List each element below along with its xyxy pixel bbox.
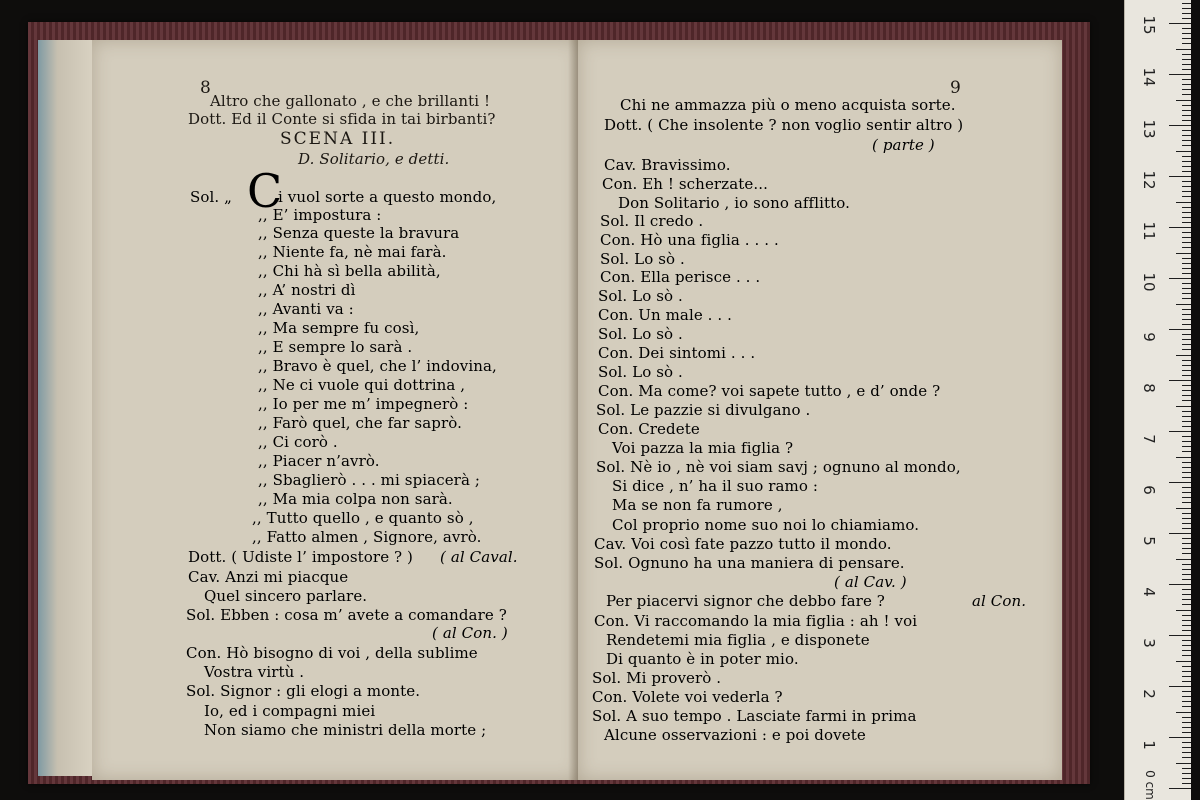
ruler-tick <box>1182 309 1191 310</box>
ruler-tick <box>1182 604 1191 605</box>
text-line: Sol. Il credo . <box>600 212 704 230</box>
text-line: Con. Hò una figlia . . . . <box>600 231 779 249</box>
ruler-tick <box>1169 533 1191 534</box>
ruler-tick <box>1182 441 1191 442</box>
ruler-tick <box>1182 130 1191 131</box>
ruler-tick <box>1182 120 1191 121</box>
ruler-tick <box>1182 732 1191 733</box>
ruler-tick <box>1182 110 1191 111</box>
ruler-number: 13 <box>1140 119 1158 139</box>
text-line: Voi pazza la mia figlia ? <box>612 439 794 457</box>
ruler-tick <box>1182 553 1191 554</box>
text-line: Con. Ella perisce . . . <box>600 268 761 286</box>
ruler-number: 4 <box>1140 587 1158 597</box>
ruler-tick <box>1182 400 1191 401</box>
scene-characters: D. Solitario, e detti. <box>298 150 450 168</box>
ruler-tick <box>1176 406 1191 407</box>
text-line: ,, Ma sempre fu così, <box>258 319 420 337</box>
ruler-tick <box>1176 49 1191 50</box>
ruler-tick <box>1182 701 1191 702</box>
ruler-tick <box>1182 349 1191 350</box>
ruler-tick <box>1182 727 1191 728</box>
text-line: ,, Farò quel, che far saprò. <box>258 414 462 432</box>
ruler-tick <box>1182 79 1191 80</box>
text-line: ,, E’ impostura : <box>258 206 382 224</box>
text-line: Sol. Lo sò . <box>598 363 683 381</box>
ruler-tick <box>1182 28 1191 29</box>
text-line: ,, Ma mia colpa non sarà. <box>258 490 453 508</box>
ruler-tick <box>1182 186 1191 187</box>
ruler-tick <box>1182 298 1191 299</box>
ruler-number: 7 <box>1140 434 1158 444</box>
text-line: Si dice , n’ ha il suo ramo : <box>612 477 819 495</box>
ruler-tick <box>1182 319 1191 320</box>
ruler-tick <box>1182 196 1191 197</box>
ruler-tick <box>1182 462 1191 463</box>
text-line: Con. Hò bisogno di voi , della sublime <box>186 644 478 662</box>
ruler-tick <box>1176 304 1191 305</box>
text-line: Don Solitario , io sono afflitto. <box>618 194 850 212</box>
ruler-tick <box>1182 217 1191 218</box>
ruler-tick <box>1182 426 1191 427</box>
ruler-tick <box>1169 23 1191 24</box>
ruler-tick <box>1176 712 1191 713</box>
text-line: Chi ne ammazza più o meno acquista sorte. <box>620 96 956 114</box>
text-line: ,, Avanti va : <box>258 300 354 318</box>
ruler-tick <box>1182 671 1191 672</box>
text-line: Sol. Lo sò . <box>598 287 683 305</box>
ruler-tick <box>1182 569 1191 570</box>
text-line: Sol. Signor : gli elogi a monte. <box>186 682 421 700</box>
text-line: Dott. Ed il Conte si sfida in tai birbanti? <box>188 110 496 128</box>
ruler-tick <box>1182 360 1191 361</box>
ruler-number: 1 <box>1140 740 1158 750</box>
ruler-number: 12 <box>1140 170 1158 190</box>
ruler-tick <box>1182 691 1191 692</box>
ruler-tick <box>1182 666 1191 667</box>
text-line: ,, Sbaglierò . . . mi spiacerà ; <box>258 471 481 489</box>
ruler-tick <box>1182 38 1191 39</box>
ruler-tick <box>1182 630 1191 631</box>
text-line: Sol. Ebben : cosa m’ avete a comandare ? <box>186 606 507 624</box>
ruler-tick <box>1182 477 1191 478</box>
ruler-tick <box>1176 559 1191 560</box>
text-line: Alcune osservazioni : e poi dovete <box>604 726 866 744</box>
ruler-tick <box>1182 89 1191 90</box>
speaker-label: Sol. „ <box>190 188 233 206</box>
ruler-tick <box>1182 191 1191 192</box>
text-line: ,, E sempre lo sarà . <box>258 338 413 356</box>
ruler-tick <box>1182 395 1191 396</box>
ruler-tick <box>1182 645 1191 646</box>
ruler-tick <box>1182 33 1191 34</box>
ruler-tick <box>1169 686 1191 687</box>
ruler-tick <box>1182 247 1191 248</box>
measurement-ruler <box>1124 0 1191 800</box>
ruler-tick <box>1182 467 1191 468</box>
text-line: Con. Credete <box>598 420 700 438</box>
ruler-tick <box>1176 661 1191 662</box>
ruler-tick <box>1169 635 1191 636</box>
ruler-tick <box>1182 242 1191 243</box>
ruler-tick <box>1182 54 1191 55</box>
text-line: ,, Senza queste la bravura <box>258 224 460 242</box>
text-line: Col proprio nome suo noi lo chiamiamo. <box>612 516 920 534</box>
text-line: i vuol sorte a questo mondo, <box>278 188 497 206</box>
ruler-tick <box>1169 74 1191 75</box>
scene-title: SCENA III. <box>280 129 396 149</box>
text-line: Cav. Anzi mi piacque <box>188 568 349 586</box>
text-line: Con. Volete voi vederla ? <box>592 688 783 706</box>
stage-direction: ( parte ) <box>872 136 935 154</box>
text-line: ,, Niente fa, nè mai farà. <box>258 243 447 261</box>
ruler-tick <box>1182 59 1191 60</box>
ruler-tick <box>1182 283 1191 284</box>
text-line: ,, Bravo è quel, che l’ indovina, <box>258 357 497 375</box>
ruler-tick <box>1182 722 1191 723</box>
ruler-tick <box>1182 650 1191 651</box>
ruler-number: 15 <box>1140 15 1158 35</box>
ruler-tick <box>1182 681 1191 682</box>
text-line: ,, Ne ci vuole qui dottrina , <box>258 376 466 394</box>
ruler-tick <box>1176 151 1191 152</box>
text-line: Con. Vi raccomando la mia figlia : ah ! voi <box>594 612 918 630</box>
ruler-tick <box>1176 763 1191 764</box>
ruler-tick <box>1182 13 1191 14</box>
ruler-tick <box>1182 140 1191 141</box>
ruler-number: 2 <box>1140 689 1158 699</box>
ruler-tick <box>1182 594 1191 595</box>
ruler-tick <box>1182 258 1191 259</box>
text-line: Sol. Le pazzie si divulgano . <box>596 401 811 419</box>
ruler-tick <box>1182 145 1191 146</box>
ruler-tick <box>1176 457 1191 458</box>
ruler-tick <box>1182 263 1191 264</box>
ruler-tick <box>1182 742 1191 743</box>
ruler-tick <box>1169 176 1191 177</box>
ruler-number: 3 <box>1140 638 1158 648</box>
ruler-tick <box>1176 202 1191 203</box>
text-line: ,, Tutto quello , e quanto sò , <box>252 509 474 527</box>
ruler-tick <box>1182 207 1191 208</box>
text-line: Sol. Ognuno ha una maniera di pensare. <box>594 554 905 572</box>
ruler-tick <box>1182 655 1191 656</box>
ruler-tick <box>1169 788 1191 789</box>
ruler-tick <box>1182 564 1191 565</box>
ruler-tick <box>1182 472 1191 473</box>
ruler-tick <box>1182 339 1191 340</box>
ruler-tick <box>1182 69 1191 70</box>
ruler-tick <box>1176 508 1191 509</box>
text-line: ,, Chi hà sì bella abilità, <box>258 262 441 280</box>
ruler-tick <box>1182 365 1191 366</box>
ruler-number: 14 <box>1140 67 1158 87</box>
ruler-tick <box>1182 574 1191 575</box>
ruler-tick <box>1182 344 1191 345</box>
ruler-tick <box>1182 166 1191 167</box>
text-line: Quel sincero parlare. <box>204 587 368 605</box>
ruler-tick <box>1176 610 1191 611</box>
ruler-tick <box>1182 502 1191 503</box>
text-line: ,, Fatto almen , Signore, avrò. <box>252 528 482 546</box>
ruler-tick <box>1169 380 1191 381</box>
ruler-tick <box>1182 156 1191 157</box>
ruler-tick <box>1182 411 1191 412</box>
ruler-tick <box>1169 737 1191 738</box>
ruler-tick <box>1182 589 1191 590</box>
ruler-tick <box>1176 253 1191 254</box>
ruler-tick <box>1182 548 1191 549</box>
text-line: Sol. A suo tempo . Lasciate farmi in prima <box>592 707 917 725</box>
ruler-tick <box>1182 717 1191 718</box>
ruler-tick <box>1182 324 1191 325</box>
ruler-tick <box>1182 161 1191 162</box>
ruler-tick <box>1182 543 1191 544</box>
ruler-tick <box>1182 518 1191 519</box>
ruler-tick <box>1182 268 1191 269</box>
text-line: Sol. Lo sò . <box>598 325 683 343</box>
ruler-tick <box>1182 523 1191 524</box>
stage-direction: ( al Con. ) <box>432 624 508 642</box>
ruler-tick <box>1182 446 1191 447</box>
page-number: 8 <box>200 78 211 98</box>
ruler-tick <box>1169 278 1191 279</box>
ruler-tick <box>1182 599 1191 600</box>
ruler-tick <box>1182 375 1191 376</box>
ruler-tick <box>1182 171 1191 172</box>
page-number: 9 <box>950 78 961 98</box>
ruler-tick <box>1182 212 1191 213</box>
ruler-number: 5 <box>1140 536 1158 546</box>
page-edges <box>38 40 94 776</box>
ruler-tick <box>1182 385 1191 386</box>
text-line: ,, A’ nostri dì <box>258 281 356 299</box>
ruler-number: 8 <box>1140 383 1158 393</box>
ruler-tick <box>1182 370 1191 371</box>
ruler-number: 6 <box>1140 485 1158 495</box>
ruler-tick <box>1182 640 1191 641</box>
text-line: Rendetemi mia figlia , e disponete <box>606 631 870 649</box>
ruler-tick <box>1182 94 1191 95</box>
ruler-tick <box>1182 615 1191 616</box>
ruler-tick <box>1182 620 1191 621</box>
text-line: Non siamo che ministri della morte ; <box>204 721 487 739</box>
ruler-tick <box>1182 222 1191 223</box>
text-line: Altro che gallonato , e che brillanti ! <box>210 92 491 110</box>
text-line: Di quanto è in poter mio. <box>606 650 799 668</box>
text-line: Io, ed i compagni miei <box>204 702 376 720</box>
text-line: Per piacervi signor che debbo fare ? <box>606 592 885 610</box>
ruler-number: 11 <box>1140 221 1158 241</box>
text-line: Ma se non fa rumore , <box>612 496 783 514</box>
ruler-tick <box>1182 115 1191 116</box>
ruler-tick <box>1182 492 1191 493</box>
ruler-tick <box>1182 314 1191 315</box>
ruler-tick <box>1182 390 1191 391</box>
stage-direction: ( al Caval. <box>440 548 518 566</box>
ruler-tick <box>1182 768 1191 769</box>
ruler-tick <box>1182 293 1191 294</box>
text-line: Con. Un male . . . <box>598 306 733 324</box>
text-line: ,, Io per me m’ impegnerò : <box>258 395 469 413</box>
text-line: Cav. Bravissimo. <box>604 156 731 174</box>
text-line: Sol. Mi proverò . <box>592 669 722 687</box>
ruler-tick <box>1169 431 1191 432</box>
ruler-tick <box>1169 227 1191 228</box>
ruler-tick <box>1182 43 1191 44</box>
ruler-tick <box>1182 3 1191 4</box>
ruler-tick <box>1182 497 1191 498</box>
ruler-tick <box>1182 778 1191 779</box>
ruler-tick <box>1182 783 1191 784</box>
text-line: Dott. ( Che insolente ? non voglio sentir altro ) <box>604 116 964 134</box>
ruler-tick <box>1182 579 1191 580</box>
drop-cap: C <box>247 164 283 218</box>
ruler-tick <box>1182 757 1191 758</box>
text-line: Con. Ma come? voi sapete tutto , e d’ onde ? <box>598 382 941 400</box>
ruler-tick <box>1182 135 1191 136</box>
ruler-tick <box>1182 64 1191 65</box>
ruler-tick <box>1169 125 1191 126</box>
ruler-tick <box>1182 451 1191 452</box>
text-line: Sol. Lo sò . <box>600 250 685 268</box>
text-line: Dott. ( Udiste l’ impostore ? ) <box>188 548 414 566</box>
ruler-tick <box>1182 273 1191 274</box>
ruler-tick <box>1182 436 1191 437</box>
ruler-tick <box>1182 334 1191 335</box>
text-line: Con. Dei sintomi . . . <box>598 344 756 362</box>
ruler-tick <box>1182 181 1191 182</box>
ruler-tick <box>1182 416 1191 417</box>
ruler-number: 9 <box>1140 332 1158 342</box>
ruler-tick <box>1182 8 1191 9</box>
text-line: Con. Eh ! scherzate... <box>602 175 768 193</box>
ruler-tick <box>1182 232 1191 233</box>
ruler-unit: 0 cm <box>1142 770 1157 800</box>
text-line: Sol. Nè io , nè voi siam savj ; ognuno al mondo, <box>596 458 961 476</box>
ruler-tick <box>1182 625 1191 626</box>
text-line: ,, Ci corò . <box>258 433 338 451</box>
ruler-tick <box>1182 487 1191 488</box>
ruler-tick <box>1182 538 1191 539</box>
text-line: ,, Piacer n’avrò. <box>258 452 380 470</box>
ruler-tick <box>1182 752 1191 753</box>
text-line: Vostra virtù . <box>204 663 305 681</box>
ruler-tick <box>1182 676 1191 677</box>
ruler-tick <box>1182 696 1191 697</box>
ruler-tick <box>1182 288 1191 289</box>
stage-direction: al Con. <box>972 592 1027 610</box>
ruler-tick <box>1182 513 1191 514</box>
ruler-number: 10 <box>1140 272 1158 292</box>
ruler-tick <box>1182 18 1191 19</box>
ruler-tick <box>1169 584 1191 585</box>
ruler-tick <box>1182 84 1191 85</box>
ruler-tick <box>1182 528 1191 529</box>
ruler-tick <box>1169 482 1191 483</box>
ruler-tick <box>1182 747 1191 748</box>
ruler-tick <box>1182 773 1191 774</box>
ruler-tick <box>1182 706 1191 707</box>
text-line: Cav. Voi così fate pazzo tutto il mondo. <box>594 535 892 553</box>
ruler-tick <box>1169 329 1191 330</box>
ruler-tick <box>1176 100 1191 101</box>
ruler-tick <box>1182 105 1191 106</box>
ruler-tick <box>1182 237 1191 238</box>
ruler-tick <box>1176 355 1191 356</box>
stage-direction: ( al Cav. ) <box>834 573 907 591</box>
ruler-tick <box>1182 421 1191 422</box>
